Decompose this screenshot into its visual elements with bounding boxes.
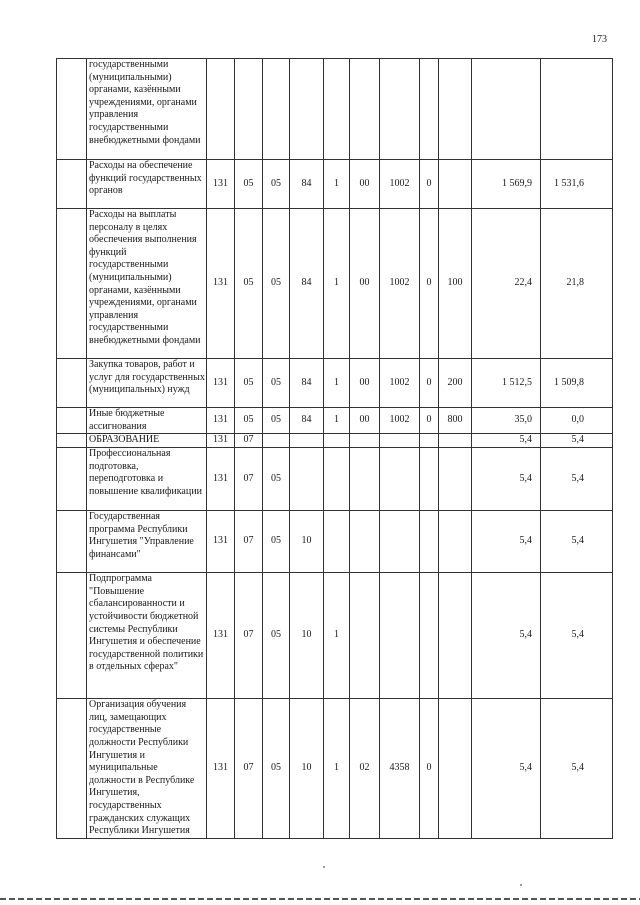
- cell-expense-type: [439, 448, 472, 511]
- cell-expense-type: [439, 511, 472, 573]
- cell-expense-direction: 4358: [380, 699, 420, 839]
- cell-amount-1: 5,4: [472, 699, 541, 839]
- cell-ministry-code: 131: [207, 434, 235, 448]
- gap-cell: [57, 699, 87, 839]
- cell-subsection: 05: [263, 359, 290, 408]
- cell-subsection: 05: [263, 448, 290, 511]
- cell-section: 07: [235, 573, 263, 699]
- cell-activity: 02: [350, 699, 380, 839]
- cell-extra-code: 0: [420, 160, 439, 209]
- cell-expense-type: 200: [439, 359, 472, 408]
- cell-subprogram: 1: [324, 573, 350, 699]
- cell-expense-direction: [380, 434, 420, 448]
- cell-ministry-code: 131: [207, 448, 235, 511]
- cell-extra-code: [420, 434, 439, 448]
- cell-subsection: [263, 434, 290, 448]
- row-name: Профессиональная подготовка, переподготовка и повышение квалификации: [87, 448, 207, 511]
- cell-amount-1: 35,0: [472, 408, 541, 434]
- cell-activity: 00: [350, 160, 380, 209]
- cell-section: 05: [235, 160, 263, 209]
- cell-program: [290, 434, 324, 448]
- cell-extra-code: 0: [420, 408, 439, 434]
- cell-expense-type: [439, 573, 472, 699]
- cell-subprogram: 1: [324, 408, 350, 434]
- cell-amount-2: 5,4: [541, 573, 613, 699]
- table-row: [57, 160, 613, 209]
- cell-subsection: 05: [263, 209, 290, 359]
- row-name: Расходы на обеспечение функций государственных органов: [87, 160, 207, 209]
- table-row: [57, 573, 613, 699]
- cell-ministry-code: [207, 59, 235, 160]
- gap-cell: [57, 434, 87, 448]
- cell-expense-direction: [380, 59, 420, 160]
- cell-program: [290, 448, 324, 511]
- cell-subsection: 05: [263, 408, 290, 434]
- cell-section: 05: [235, 408, 263, 434]
- table-row: [57, 59, 613, 160]
- cell-expense-direction: 1002: [380, 209, 420, 359]
- cell-expense-type: [439, 434, 472, 448]
- cell-amount-1: [472, 59, 541, 160]
- cell-ministry-code: 131: [207, 359, 235, 408]
- cell-activity: [350, 573, 380, 699]
- scan-edge-line: [0, 898, 640, 900]
- row-name: Государственная программа Республики Ингушетия "Управление финансами": [87, 511, 207, 573]
- cell-activity: [350, 448, 380, 511]
- cell-subsection: 05: [263, 511, 290, 573]
- cell-expense-direction: [380, 511, 420, 573]
- gap-cell: [57, 209, 87, 359]
- cell-subprogram: [324, 511, 350, 573]
- cell-amount-2: 5,4: [541, 434, 613, 448]
- table-row: [57, 209, 613, 359]
- cell-subsection: [263, 59, 290, 160]
- cell-amount-2: 5,4: [541, 511, 613, 573]
- cell-activity: 00: [350, 408, 380, 434]
- cell-subprogram: 1: [324, 209, 350, 359]
- cell-extra-code: [420, 573, 439, 699]
- cell-amount-1: 5,4: [472, 573, 541, 699]
- cell-amount-2: 0,0: [541, 408, 613, 434]
- cell-expense-type: 800: [439, 408, 472, 434]
- row-name: Иные бюджетные ассигнования: [87, 408, 207, 434]
- cell-amount-1: 1 512,5: [472, 359, 541, 408]
- row-name: Закупка товаров, работ и услуг для государственных (муниципальных) нужд: [87, 359, 207, 408]
- cell-extra-code: [420, 448, 439, 511]
- cell-expense-direction: 1002: [380, 408, 420, 434]
- cell-amount-1: 5,4: [472, 511, 541, 573]
- cell-amount-2: 5,4: [541, 699, 613, 839]
- cell-extra-code: [420, 59, 439, 160]
- gap-cell: [57, 359, 87, 408]
- cell-program: 10: [290, 511, 324, 573]
- cell-section: 05: [235, 209, 263, 359]
- cell-subsection: 05: [263, 160, 290, 209]
- row-name: ОБРАЗОВАНИЕ: [87, 434, 207, 448]
- cell-expense-direction: [380, 448, 420, 511]
- cell-amount-2: [541, 59, 613, 160]
- cell-program: 84: [290, 160, 324, 209]
- cell-program: 84: [290, 359, 324, 408]
- cell-section: 07: [235, 699, 263, 839]
- cell-section: [235, 59, 263, 160]
- cell-amount-2: 1 509,8: [541, 359, 613, 408]
- cell-extra-code: 0: [420, 209, 439, 359]
- cell-activity: [350, 434, 380, 448]
- cell-subprogram: [324, 434, 350, 448]
- row-name: Подпрограмма "Повышение сбалансированности и устойчивости бюджетной системы Республики Ингушетия и обеспечение государственной политики в отдельных сферах": [87, 573, 207, 699]
- cell-expense-direction: 1002: [380, 359, 420, 408]
- cell-expense-type: [439, 160, 472, 209]
- cell-amount-2: 5,4: [541, 448, 613, 511]
- cell-amount-1: 1 569,9: [472, 160, 541, 209]
- cell-activity: 00: [350, 209, 380, 359]
- cell-program: 84: [290, 408, 324, 434]
- table-row: [57, 408, 613, 434]
- gap-cell: [57, 511, 87, 573]
- cell-ministry-code: 131: [207, 699, 235, 839]
- cell-section: 07: [235, 434, 263, 448]
- cell-activity: 00: [350, 359, 380, 408]
- table-row: [57, 699, 613, 839]
- cell-subprogram: 1: [324, 359, 350, 408]
- cell-program: 10: [290, 699, 324, 839]
- cell-activity: [350, 511, 380, 573]
- cell-program: 84: [290, 209, 324, 359]
- page-number: 173: [592, 34, 607, 45]
- cell-ministry-code: 131: [207, 573, 235, 699]
- cell-subsection: 05: [263, 573, 290, 699]
- cell-expense-direction: [380, 573, 420, 699]
- cell-section: 07: [235, 448, 263, 511]
- gap-cell: [57, 408, 87, 434]
- cell-amount-1: 22,4: [472, 209, 541, 359]
- row-name: Расходы на выплаты персоналу в целях обеспечения выполнения функций государственными (муниципальными) органами, казёнными учреждениями, органами управления государственными внебюджетными фондами: [87, 209, 207, 359]
- cell-extra-code: 0: [420, 359, 439, 408]
- table-row: [57, 448, 613, 511]
- gap-cell: [57, 59, 87, 160]
- cell-subprogram: [324, 448, 350, 511]
- cell-amount-1: 5,4: [472, 434, 541, 448]
- cell-expense-direction: 1002: [380, 160, 420, 209]
- cell-extra-code: [420, 511, 439, 573]
- cell-expense-type: [439, 59, 472, 160]
- scan-speck: [323, 866, 325, 868]
- cell-program: [290, 59, 324, 160]
- table-row: [57, 359, 613, 408]
- cell-activity: [350, 59, 380, 160]
- row-name: государственными (муниципальными) органами, казёнными учреждениями, органами управления государственными внебюджетными фондами: [87, 59, 207, 160]
- cell-subprogram: 1: [324, 699, 350, 839]
- scan-speck: [520, 884, 522, 886]
- cell-subprogram: [324, 59, 350, 160]
- cell-amount-1: 5,4: [472, 448, 541, 511]
- cell-expense-type: [439, 699, 472, 839]
- cell-program: 10: [290, 573, 324, 699]
- cell-subsection: 05: [263, 699, 290, 839]
- gap-cell: [57, 448, 87, 511]
- table-row: [57, 511, 613, 573]
- cell-section: 07: [235, 511, 263, 573]
- cell-extra-code: 0: [420, 699, 439, 839]
- cell-ministry-code: 131: [207, 209, 235, 359]
- cell-amount-2: 1 531,6: [541, 160, 613, 209]
- table-row: [57, 434, 613, 448]
- cell-expense-type: 100: [439, 209, 472, 359]
- gap-cell: [57, 573, 87, 699]
- cell-subprogram: 1: [324, 160, 350, 209]
- gap-cell: [57, 160, 87, 209]
- cell-ministry-code: 131: [207, 160, 235, 209]
- cell-ministry-code: 131: [207, 408, 235, 434]
- cell-amount-2: 21,8: [541, 209, 613, 359]
- row-name: Организация обучения лиц, замещающих государственные должности Республики Ингушетия и муниципальные должности в Республике Ингушетия, государственных гражданских служащих Республики Ингушетия: [87, 699, 207, 839]
- cell-ministry-code: 131: [207, 511, 235, 573]
- budget-table: [56, 58, 613, 839]
- cell-section: 05: [235, 359, 263, 408]
